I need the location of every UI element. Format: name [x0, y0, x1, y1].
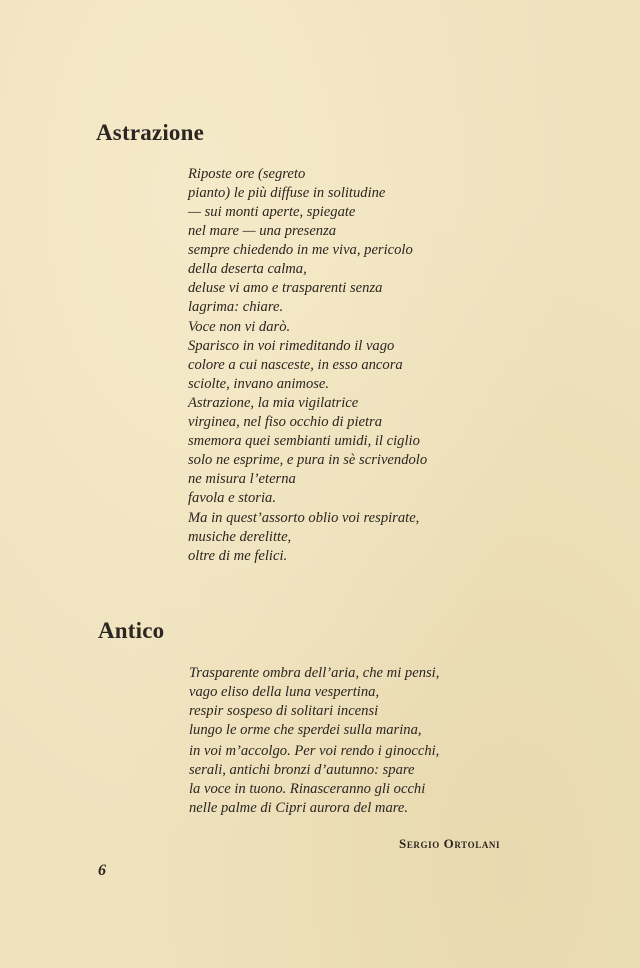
verse-line: Voce non vi darò.	[188, 319, 291, 335]
page-number: 6	[98, 862, 106, 879]
poem-antico-stanza-1	[189, 664, 439, 740]
verse-line: in voi m’accolgo. Per voi rendo i ginocchi,	[189, 743, 440, 759]
verse-line: respir sospeso di solitari incensi	[189, 703, 379, 719]
poem-astrazione-stanza-2	[188, 318, 427, 508]
verse-line: serali, antichi bronzi d’autunno: spare	[189, 762, 415, 778]
verse-line: virginea, nel fiso occhio di pietra	[188, 414, 383, 430]
verse-line: smemora quei sembianti umidi, il ciglio	[188, 433, 420, 449]
verse-line: della deserta calma,	[188, 261, 307, 277]
verse-line: vago eliso della luna vespertina,	[189, 684, 380, 700]
verse-line: colore a cui nasceste, in esso ancora	[188, 357, 403, 373]
verse-line: lungo le orme che sperdei sulla marina,	[189, 722, 422, 738]
poem-antico-stanza-2	[189, 742, 439, 818]
verse-line: Astrazione, la mia vigilatrice	[188, 395, 359, 411]
verse-line: musiche derelitte,	[188, 529, 292, 545]
poem-astrazione-stanza-3	[188, 509, 419, 566]
verse-line: Trasparente ombra dell’aria, che mi pensi,	[189, 665, 440, 681]
verse-line: lagrima: chiare.	[188, 299, 284, 315]
verse-line: solo ne esprime, e pura in sè scrivendolo	[188, 452, 428, 468]
verse-line: oltre di me felici.	[188, 548, 288, 564]
verse-line: favola e storia.	[188, 490, 276, 506]
verse-line: pianto) le più diffuse in solitudine	[188, 185, 386, 201]
verse-line: Ma in quest’assorto oblio voi respirate,	[188, 510, 420, 526]
verse-line: nelle palme di Cipri aurora del mare.	[189, 800, 409, 816]
verse-line: deluse vi amo e trasparenti senza	[188, 280, 383, 296]
poem-astrazione-stanza-1	[188, 165, 413, 317]
verse-line: Sparisco in voi rimeditando il vago	[188, 338, 395, 354]
verse-line: sempre chiedendo in me viva, pericolo	[188, 242, 413, 258]
verse-line: sciolte, invano animose.	[188, 376, 330, 392]
verse-line: ne misura l’eterna	[188, 471, 296, 487]
poem-title-antico: Antico	[98, 618, 165, 643]
verse-line: Riposte ore (segreto	[188, 166, 306, 182]
author-signature: Sergio Ortolani	[399, 836, 501, 851]
verse-line: nel mare — una presenza	[188, 223, 337, 239]
poem-title-astrazione: Astrazione	[96, 120, 205, 145]
verse-line: — sui monti aperte, spiegate	[188, 204, 356, 220]
verse-line: la voce in tuono. Rinasceranno gli occhi	[189, 781, 426, 797]
